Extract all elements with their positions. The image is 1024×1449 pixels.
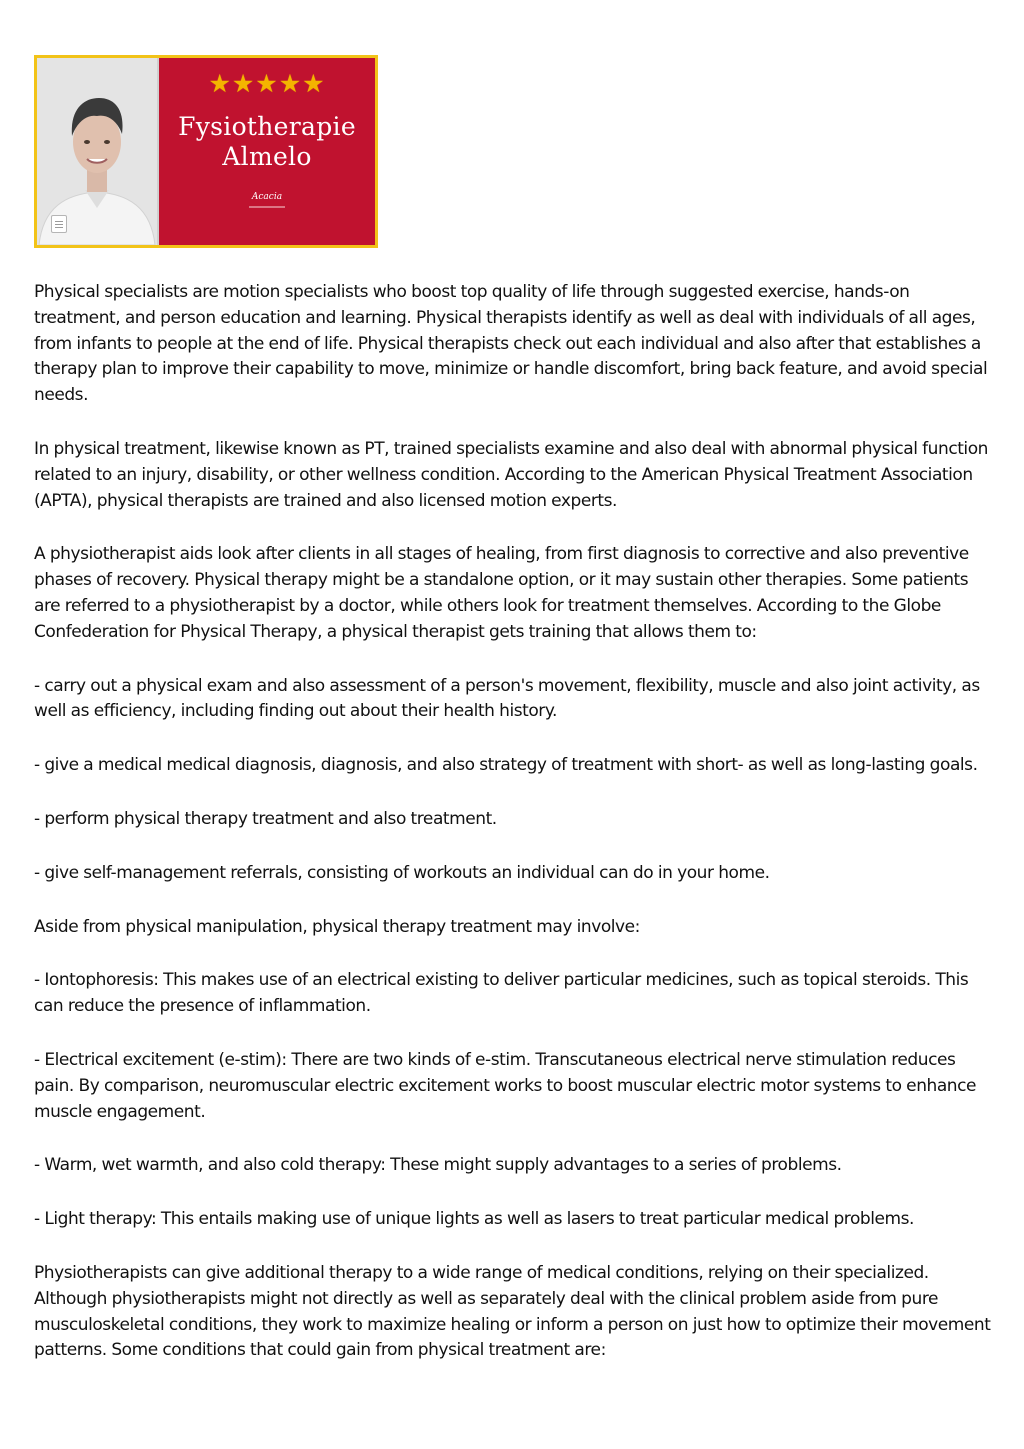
list-item: - give a medical medical diagnosis, diagnosis, and also strategy of treatment with short- as well as long-lasting goals. [34, 755, 978, 776]
document-icon [51, 215, 67, 233]
paragraph: Physical specialists are motion specialists who boost top quality of life through suggested exercise, hands-on treatment, and person education and learning. Physical therapists identify as well as deal with individuals of all ages, from infants to people at the end of life. Physical therapists check out each individual and also after that establishes a therapy plan to improve their capability to move, minimize or handle discomfort, bring back feature, and avoid special needs. [34, 282, 988, 406]
paragraph: Physiotherapists can give additional therapy to a wide range of medical conditions, relying on their specialized. Although physiotherapists might not directly as well as separately deal with the clinical problem aside from pure musculoskeletal conditions, they work to maximize healing or inform a person on just how to optimize their movement patterns. Some conditions that could gain from physical treatment are: [34, 1262, 991, 1361]
paragraph: A physiotherapist aids look after clients in all stages of healing, from first diagnosis to corrective and also preventive phases of recovery. Physical therapy might be a standalone option, or it may sustain other therapies. Some patients are referred to a physiotherapist by a doctor, while others look for treatment themselves. According to the Globe Confederation for Physical Therapy, a physical therapist gets training that allows them to: [34, 544, 969, 642]
list-item: - carry out a physical exam and also assessment of a person's movement, flexibility, muscle and also joint activity, as well as efficiency, including finding out about their health history. [34, 675, 980, 722]
list-item: - Light therapy: This entails making use of unique lights as well as lasers to treat particular medical problems. [34, 1209, 915, 1230]
brand-panel [159, 58, 375, 245]
list-item: - perform physical therapy treatment and also treatment. [34, 808, 497, 829]
acacia-logo: Acacia [251, 192, 283, 202]
clinic-banner-image [34, 55, 378, 248]
rating-stars-icon: ★★★★★ [208, 69, 326, 98]
list-item: - Iontophoresis: This makes use of an electrical existing to deliver particular medicines, such as topical steroids. This can reduce the presence of inflammation. [34, 970, 969, 1017]
brand-title [178, 112, 356, 172]
article-body [34, 280, 994, 1392]
brand-title-line1: Fysiotherapie [178, 112, 356, 141]
paragraph: Aside from physical manipulation, physical therapy treatment may involve: [34, 916, 640, 937]
list-item: - Electrical excitement (e-stim): There are two kinds of e-stim. Transcutaneous electrical nerve stimulation reduces pain. By comparison, neuromuscular electric excitement works to boost muscular electric motor systems to enhance muscle engagement. [34, 1049, 977, 1122]
list-item: - give self-management referrals, consisting of workouts an individual can do in your home. [34, 862, 770, 883]
list-item: - Warm, wet warmth, and also cold therapy: These might supply advantages to a series of problems. [34, 1155, 842, 1176]
paragraph: In physical treatment, likewise known as PT, trained specialists examine and also deal with abnormal physical function related to an injury, disability, or other wellness condition. According to the American Physical Treatment Association (APTA), physical therapists are trained and also licensed motion experts. [34, 438, 988, 511]
therapist-photo [37, 58, 159, 245]
logo-tagline [249, 206, 285, 208]
brand-title-line2: Almelo [222, 142, 312, 171]
